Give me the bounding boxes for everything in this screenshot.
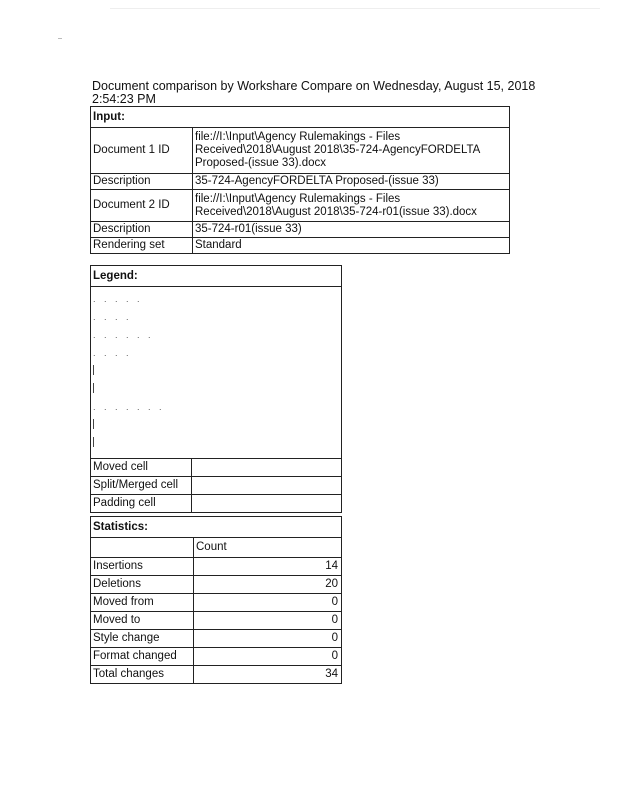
- rendering-set-label: Rendering set: [91, 238, 193, 254]
- faded-entry: [93, 419, 339, 437]
- total-changes-label: Total changes: [91, 666, 194, 684]
- header-line-2: 2:54:23 PM: [92, 92, 156, 106]
- legend-heading: Legend:: [91, 266, 342, 287]
- moved-from-count: 0: [194, 594, 342, 612]
- faded-entry: . . . . .: [93, 294, 143, 304]
- padding-cell-label: Padding cell: [91, 495, 192, 513]
- doc1-line-2: Received\2018\August 2018\35-724-AgencyFORDELTA: [195, 144, 481, 156]
- faded-entry: . . . . . .: [93, 330, 154, 340]
- insertions-count: 14: [194, 558, 342, 576]
- doc1-line-1: file://I:\Input\Agency Rulemakings - Files: [195, 131, 401, 143]
- legend-faded-entries: [91, 287, 342, 459]
- document-2-id-value: [193, 190, 510, 222]
- statistics-table: [90, 516, 342, 684]
- faded-entry: . . . .: [93, 348, 132, 358]
- format-changed-count: 0: [194, 648, 342, 666]
- doc2-line-2: Received\2018\August 2018\35-724-r01(issue 33).docx: [195, 205, 477, 218]
- faded-entry: . . . .: [93, 312, 132, 322]
- count-header: Count: [194, 538, 342, 558]
- total-changes-count: 34: [194, 666, 342, 684]
- padding-cell-swatch: [192, 495, 342, 513]
- statistics-blank-header: [91, 538, 194, 558]
- document-2-id-label: Document 2 ID: [91, 190, 193, 222]
- description-2-value: 35-724-r01(issue 33): [193, 222, 510, 238]
- faded-entry: . . . . . . .: [93, 402, 165, 412]
- faded-entry: [93, 383, 339, 401]
- description-1-value: 35-724-AgencyFORDELTA Proposed-(issue 33): [193, 174, 510, 190]
- document-1-id-value: [193, 128, 510, 174]
- moved-to-count: 0: [194, 612, 342, 630]
- format-changed-label: Format changed: [91, 648, 194, 666]
- split-merged-cell-label: Split/Merged cell: [91, 477, 192, 495]
- style-change-count: 0: [194, 630, 342, 648]
- input-heading: Input:: [91, 107, 510, 128]
- faded-entry: [93, 437, 339, 455]
- header-line-1: Document comparison by Workshare Compare on Wednesday, August 15, 2018: [92, 79, 536, 93]
- moved-cell-label: Moved cell: [91, 459, 192, 477]
- faded-entry: [93, 365, 339, 383]
- moved-from-label: Moved from: [91, 594, 194, 612]
- moved-cell-swatch: [192, 459, 342, 477]
- deletions-label: Deletions: [91, 576, 194, 594]
- rendering-set-value: Standard: [193, 238, 510, 254]
- doc2-line-1: file://I:\Input\Agency Rulemakings - Files: [195, 192, 401, 205]
- legend-table: [90, 265, 342, 513]
- description-1-label: Description: [91, 174, 193, 190]
- deletions-count: 20: [194, 576, 342, 594]
- statistics-heading: Statistics:: [91, 517, 342, 538]
- doc1-line-3: Proposed-(issue 33).docx: [195, 157, 327, 169]
- insertions-label: Insertions: [91, 558, 194, 576]
- input-table: [90, 106, 510, 254]
- scan-speck: [58, 38, 62, 39]
- comparison-header: [92, 80, 542, 106]
- split-merged-cell-swatch: [192, 477, 342, 495]
- moved-to-label: Moved to: [91, 612, 194, 630]
- scan-line: [110, 8, 600, 9]
- style-change-label: Style change: [91, 630, 194, 648]
- document-1-id-label: Document 1 ID: [91, 128, 193, 174]
- description-2-label: Description: [91, 222, 193, 238]
